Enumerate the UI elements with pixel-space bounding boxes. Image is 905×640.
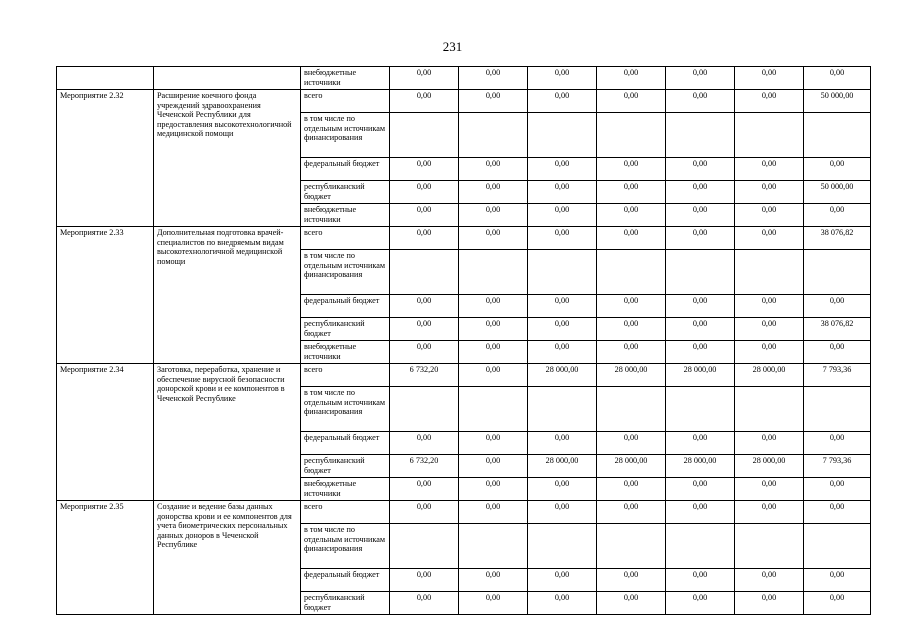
amount-cell: 0,00 bbox=[735, 67, 804, 90]
amount-cell: 0,00 bbox=[390, 295, 459, 318]
amount-cell: 6 732,20 bbox=[390, 455, 459, 478]
amount-cell: 0,00 bbox=[804, 204, 871, 227]
amount-cell: 0,00 bbox=[666, 432, 735, 455]
amount-cell bbox=[528, 113, 597, 158]
amount-cell bbox=[459, 387, 528, 432]
amount-cell: 0,00 bbox=[528, 318, 597, 341]
table-row bbox=[57, 364, 871, 387]
amount-cell: 0,00 bbox=[390, 478, 459, 501]
amount-cell: 0,00 bbox=[597, 501, 666, 524]
funding-source-cell: федеральный бюджет bbox=[301, 569, 390, 592]
amount-cell bbox=[735, 113, 804, 158]
amount-cell: 0,00 bbox=[528, 341, 597, 364]
amount-cell: 0,00 bbox=[597, 227, 666, 250]
amount-cell: 0,00 bbox=[459, 569, 528, 592]
amount-cell: 0,00 bbox=[459, 318, 528, 341]
amount-cell: 0,00 bbox=[459, 478, 528, 501]
amount-cell: 28 000,00 bbox=[735, 455, 804, 478]
amount-cell bbox=[528, 250, 597, 295]
amount-cell: 0,00 bbox=[528, 592, 597, 615]
amount-cell: 0,00 bbox=[597, 341, 666, 364]
funding-source-cell: в том числе по отдельным источникам финансирования bbox=[301, 113, 390, 158]
amount-cell: 0,00 bbox=[390, 90, 459, 113]
funding-source-cell: федеральный бюджет bbox=[301, 295, 390, 318]
amount-cell: 38 076,82 bbox=[804, 318, 871, 341]
funding-source-cell: внебюджетные источники bbox=[301, 204, 390, 227]
amount-cell: 0,00 bbox=[735, 181, 804, 204]
funding-source-cell: в том числе по отдельным источникам финансирования bbox=[301, 250, 390, 295]
amount-cell: 28 000,00 bbox=[528, 364, 597, 387]
activity-code-cell: Мероприятие 2.32 bbox=[57, 90, 154, 227]
funding-source-cell: внебюджетные источники bbox=[301, 478, 390, 501]
amount-cell: 0,00 bbox=[666, 318, 735, 341]
funding-source-cell: федеральный бюджет bbox=[301, 432, 390, 455]
amount-cell: 0,00 bbox=[735, 204, 804, 227]
table-row bbox=[57, 227, 871, 250]
funding-source-cell: всего bbox=[301, 501, 390, 524]
amount-cell: 0,00 bbox=[735, 295, 804, 318]
amount-cell: 0,00 bbox=[597, 295, 666, 318]
amount-cell: 0,00 bbox=[804, 569, 871, 592]
amount-cell bbox=[666, 524, 735, 569]
funding-source-cell: в том числе по отдельным источникам финансирования bbox=[301, 524, 390, 569]
amount-cell: 0,00 bbox=[735, 592, 804, 615]
amount-cell bbox=[390, 524, 459, 569]
amount-cell: 0,00 bbox=[390, 181, 459, 204]
amount-cell bbox=[804, 387, 871, 432]
amount-cell: 7 793,36 bbox=[804, 455, 871, 478]
amount-cell: 0,00 bbox=[804, 432, 871, 455]
amount-cell: 0,00 bbox=[528, 204, 597, 227]
amount-cell: 0,00 bbox=[666, 501, 735, 524]
amount-cell bbox=[459, 524, 528, 569]
activity-description-cell bbox=[154, 67, 301, 90]
amount-cell: 0,00 bbox=[459, 501, 528, 524]
amount-cell: 0,00 bbox=[666, 67, 735, 90]
table-row bbox=[57, 67, 871, 90]
table-row bbox=[57, 501, 871, 524]
funding-source-cell: республиканский бюджет bbox=[301, 318, 390, 341]
amount-cell: 0,00 bbox=[528, 501, 597, 524]
amount-cell: 0,00 bbox=[735, 478, 804, 501]
amount-cell: 0,00 bbox=[390, 67, 459, 90]
amount-cell: 0,00 bbox=[735, 569, 804, 592]
amount-cell: 0,00 bbox=[528, 158, 597, 181]
amount-cell: 0,00 bbox=[804, 67, 871, 90]
amount-cell: 0,00 bbox=[804, 341, 871, 364]
amount-cell: 6 732,20 bbox=[390, 364, 459, 387]
amount-cell: 28 000,00 bbox=[666, 455, 735, 478]
amount-cell: 0,00 bbox=[666, 592, 735, 615]
amount-cell: 0,00 bbox=[804, 158, 871, 181]
amount-cell: 0,00 bbox=[390, 158, 459, 181]
amount-cell: 7 793,36 bbox=[804, 364, 871, 387]
funding-source-cell: внебюджетные источники bbox=[301, 67, 390, 90]
activity-description-cell: Заготовка, переработка, хранение и обеспечение вирусной безопасности донорской крови и ее компонентов в Чеченской Республике bbox=[154, 364, 301, 501]
amount-cell: 0,00 bbox=[597, 204, 666, 227]
amount-cell: 38 076,82 bbox=[804, 227, 871, 250]
amount-cell: 0,00 bbox=[390, 569, 459, 592]
funding-source-cell: внебюджетные источники bbox=[301, 341, 390, 364]
amount-cell: 0,00 bbox=[459, 295, 528, 318]
funding-source-cell: всего bbox=[301, 227, 390, 250]
amount-cell: 0,00 bbox=[597, 592, 666, 615]
amount-cell: 0,00 bbox=[459, 341, 528, 364]
amount-cell: 0,00 bbox=[735, 341, 804, 364]
amount-cell: 0,00 bbox=[597, 478, 666, 501]
amount-cell: 0,00 bbox=[666, 569, 735, 592]
amount-cell: 0,00 bbox=[666, 227, 735, 250]
amount-cell bbox=[390, 113, 459, 158]
amount-cell: 0,00 bbox=[528, 181, 597, 204]
amount-cell: 0,00 bbox=[528, 295, 597, 318]
amount-cell bbox=[597, 387, 666, 432]
amount-cell: 0,00 bbox=[528, 227, 597, 250]
activity-code-cell: Мероприятие 2.33 bbox=[57, 227, 154, 364]
amount-cell bbox=[666, 113, 735, 158]
amount-cell bbox=[804, 524, 871, 569]
amount-cell: 0,00 bbox=[666, 158, 735, 181]
amount-cell: 0,00 bbox=[735, 158, 804, 181]
amount-cell: 0,00 bbox=[390, 432, 459, 455]
budget-table bbox=[56, 66, 871, 615]
amount-cell: 0,00 bbox=[528, 90, 597, 113]
amount-cell: 0,00 bbox=[597, 432, 666, 455]
amount-cell: 0,00 bbox=[390, 227, 459, 250]
activity-code-cell: Мероприятие 2.35 bbox=[57, 501, 154, 615]
amount-cell: 0,00 bbox=[597, 569, 666, 592]
amount-cell: 0,00 bbox=[735, 501, 804, 524]
amount-cell: 0,00 bbox=[804, 295, 871, 318]
table-row bbox=[57, 90, 871, 113]
amount-cell: 0,00 bbox=[597, 90, 666, 113]
amount-cell bbox=[390, 387, 459, 432]
amount-cell bbox=[597, 524, 666, 569]
amount-cell: 28 000,00 bbox=[735, 364, 804, 387]
amount-cell: 0,00 bbox=[528, 569, 597, 592]
amount-cell: 0,00 bbox=[597, 181, 666, 204]
amount-cell: 0,00 bbox=[597, 158, 666, 181]
funding-source-cell: всего bbox=[301, 364, 390, 387]
amount-cell: 0,00 bbox=[804, 478, 871, 501]
amount-cell bbox=[528, 524, 597, 569]
amount-cell: 0,00 bbox=[459, 158, 528, 181]
amount-cell: 0,00 bbox=[459, 204, 528, 227]
amount-cell: 50 000,00 bbox=[804, 90, 871, 113]
amount-cell: 0,00 bbox=[459, 181, 528, 204]
amount-cell: 0,00 bbox=[390, 318, 459, 341]
amount-cell bbox=[459, 113, 528, 158]
amount-cell: 0,00 bbox=[390, 592, 459, 615]
amount-cell: 0,00 bbox=[666, 341, 735, 364]
amount-cell: 0,00 bbox=[528, 67, 597, 90]
funding-source-cell: республиканский бюджет bbox=[301, 181, 390, 204]
amount-cell: 0,00 bbox=[528, 432, 597, 455]
amount-cell: 0,00 bbox=[804, 592, 871, 615]
amount-cell: 0,00 bbox=[735, 90, 804, 113]
amount-cell: 0,00 bbox=[390, 204, 459, 227]
amount-cell: 0,00 bbox=[459, 67, 528, 90]
amount-cell: 0,00 bbox=[666, 478, 735, 501]
amount-cell bbox=[528, 387, 597, 432]
amount-cell: 0,00 bbox=[459, 364, 528, 387]
amount-cell bbox=[666, 387, 735, 432]
activity-description-cell: Дополнительная подготовка врачей-специалистов по внедряемым видам высокотехнологичной медицинской помощи bbox=[154, 227, 301, 364]
amount-cell: 0,00 bbox=[459, 227, 528, 250]
amount-cell: 0,00 bbox=[597, 318, 666, 341]
amount-cell: 0,00 bbox=[528, 478, 597, 501]
funding-source-cell: в том числе по отдельным источникам финансирования bbox=[301, 387, 390, 432]
amount-cell: 0,00 bbox=[666, 204, 735, 227]
amount-cell bbox=[735, 250, 804, 295]
amount-cell bbox=[597, 250, 666, 295]
page-number: 231 bbox=[442, 39, 463, 54]
amount-cell: 0,00 bbox=[666, 295, 735, 318]
amount-cell: 28 000,00 bbox=[597, 364, 666, 387]
amount-cell: 0,00 bbox=[459, 455, 528, 478]
amount-cell: 0,00 bbox=[459, 90, 528, 113]
activity-code-cell bbox=[57, 67, 154, 90]
amount-cell: 0,00 bbox=[459, 432, 528, 455]
amount-cell: 0,00 bbox=[597, 67, 666, 90]
amount-cell: 0,00 bbox=[735, 227, 804, 250]
amount-cell bbox=[804, 113, 871, 158]
amount-cell: 0,00 bbox=[735, 318, 804, 341]
funding-source-cell: федеральный бюджет bbox=[301, 158, 390, 181]
amount-cell: 0,00 bbox=[666, 90, 735, 113]
amount-cell: 28 000,00 bbox=[666, 364, 735, 387]
amount-cell bbox=[390, 250, 459, 295]
funding-source-cell: всего bbox=[301, 90, 390, 113]
amount-cell bbox=[666, 250, 735, 295]
amount-cell: 0,00 bbox=[666, 181, 735, 204]
amount-cell: 0,00 bbox=[735, 432, 804, 455]
amount-cell bbox=[735, 524, 804, 569]
activity-description-cell: Расширение коечного фонда учреждений здравоохранения Чеченской Республики для предоставления высокотехнологичной медицинской помощи bbox=[154, 90, 301, 227]
amount-cell bbox=[459, 250, 528, 295]
amount-cell: 0,00 bbox=[390, 501, 459, 524]
amount-cell bbox=[735, 387, 804, 432]
amount-cell bbox=[804, 250, 871, 295]
amount-cell: 28 000,00 bbox=[597, 455, 666, 478]
funding-source-cell: республиканский бюджет bbox=[301, 592, 390, 615]
amount-cell: 0,00 bbox=[390, 341, 459, 364]
activity-code-cell: Мероприятие 2.34 bbox=[57, 364, 154, 501]
amount-cell: 0,00 bbox=[459, 592, 528, 615]
amount-cell: 28 000,00 bbox=[528, 455, 597, 478]
activity-description-cell: Создание и ведение базы данных донорства крови и ее компонентов для учета биометрических персональных данных доноров в Чеченской Республике bbox=[154, 501, 301, 615]
funding-source-cell: республиканский бюджет bbox=[301, 455, 390, 478]
amount-cell: 0,00 bbox=[804, 501, 871, 524]
amount-cell: 50 000,00 bbox=[804, 181, 871, 204]
amount-cell bbox=[597, 113, 666, 158]
